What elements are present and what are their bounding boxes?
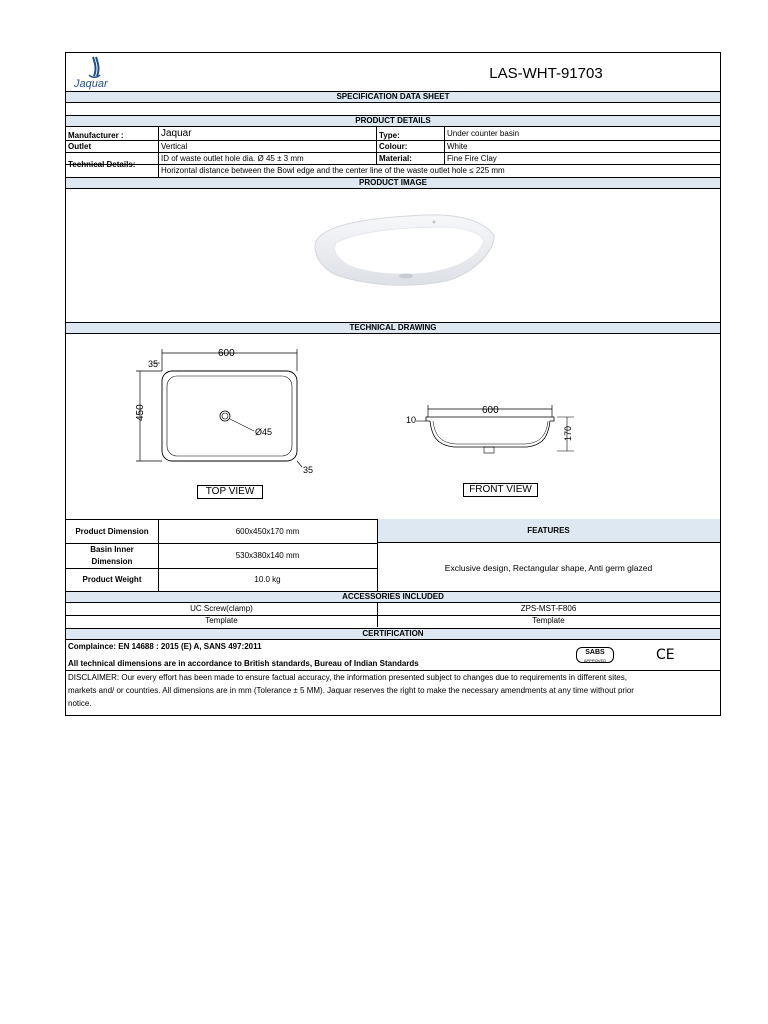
product-dimension-label: Product Dimension (75, 527, 149, 536)
compliance-text: Complaince: EN 14688 : 2015 (E) A, SANS 497:2011 (68, 642, 262, 651)
sabs-logo (576, 647, 614, 663)
top-view-label-text: TOP VIEW (205, 486, 255, 497)
technical-value-1: ID of waste outlet hole dia. Ø 45 ± 3 mm (161, 154, 304, 163)
material-label: Material: (379, 154, 412, 163)
accessories-header (66, 591, 720, 603)
product-details-title: PRODUCT DETAILS (355, 116, 431, 125)
disclaimer-line-3: notice. (68, 699, 92, 708)
front-thickness-label: 10 (406, 415, 417, 425)
accessory-1-right: ZPS-MST-F806 (520, 604, 577, 613)
features-header (377, 519, 720, 543)
spec-sheet (65, 52, 721, 716)
top-view-label (197, 485, 263, 499)
top-width-label: 600 (218, 348, 235, 359)
disclaimer-line-1: DISCLAIMER: Our every effort has been made to ensure factual accuracy, the information presented subject to changes due to requirements in different sites, (68, 673, 627, 682)
sheet-title-text: SPECIFICATION DATA SHEET (336, 92, 450, 101)
manufacturer-value: Jaquar (161, 128, 192, 139)
weight-label: Product Weight (82, 575, 142, 584)
front-view-label-text: FRONT VIEW (469, 484, 532, 495)
outlet-label: Outlet (68, 142, 92, 151)
front-view-label (463, 483, 538, 497)
colour-label: Colour: (379, 142, 408, 151)
product-code: LAS-WHT-91703 (489, 65, 603, 82)
certification-header (66, 628, 720, 640)
features-title: FEATURES (527, 526, 570, 535)
product-details-header (66, 115, 720, 127)
standards-text: All technical dimensions are in accordance to British standards, Bureau of Indian Standards (68, 659, 419, 668)
product-image-header (66, 177, 720, 189)
top-depth-label: 450 (135, 404, 146, 421)
disclaimer-line-2: markets and/ or countries. All dimensions are in mm (Tolerance ± 5 MM). Jaquar reserves the right to make the necessary amendments at any time without prior (68, 686, 634, 695)
accessory-1-left: UC Screw(clamp) (190, 604, 253, 613)
manufacturer-label: Manufacturer : (68, 131, 124, 140)
basin-inner-value: 530x380x140 mm (235, 551, 300, 560)
accessory-2-right: Template (532, 616, 565, 625)
material-value: Fine Fire Clay (447, 154, 497, 163)
type-value: Under counter basin (447, 129, 520, 138)
basin-photo-icon (306, 203, 506, 293)
product-dimension-value: 600x450x170 mm (235, 527, 300, 536)
technical-drawing-header (66, 322, 720, 334)
sabs-logo-text: SABS (585, 649, 605, 656)
weight-value: 10.0 kg (254, 575, 281, 584)
technical-value-2: Horizontal distance between the Bowl edge and the center line of the waste outlet hole ≤ 225 mm (161, 166, 505, 175)
jaquar-logo (70, 55, 130, 91)
jaquar-logo-icon (70, 55, 130, 91)
front-width-label: 600 (482, 405, 499, 416)
bottom-margin-label: 35 (303, 465, 314, 475)
technical-drawing-title: TECHNICAL DRAWING (349, 323, 437, 332)
top-view-drawing-icon (132, 343, 332, 503)
accessory-2-left: Template (205, 616, 238, 625)
features-text: Exclusive design, Rectangular shape, Anti germ glazed (444, 563, 653, 573)
basin-inner-label-1: Basin Inner (90, 545, 134, 554)
certification-title: CERTIFICATION (362, 629, 424, 638)
sabs-logo-sub: APPROVED (583, 658, 607, 663)
front-view-drawing (402, 393, 582, 463)
type-label: Type: (379, 131, 400, 140)
technical-label: Technical Details: (68, 160, 136, 169)
outlet-value: Vertical (161, 142, 188, 151)
top-view-drawing (132, 343, 332, 503)
ce-mark: CE (656, 647, 675, 663)
colour-value: White (447, 142, 468, 151)
sheet-title (66, 91, 720, 103)
front-view-drawing-icon (402, 393, 582, 463)
front-height-label: 170 (563, 425, 573, 441)
logo-text: Jaquar (74, 78, 108, 90)
hole-label: Ø45 (255, 427, 273, 437)
accessories-title: ACCESSORIES INCLUDED (342, 592, 444, 601)
product-image-title: PRODUCT IMAGE (359, 178, 427, 187)
basin-inner-label-2: Dimension (91, 557, 133, 566)
top-margin-label: 35 (148, 359, 159, 369)
product-image (306, 203, 506, 293)
